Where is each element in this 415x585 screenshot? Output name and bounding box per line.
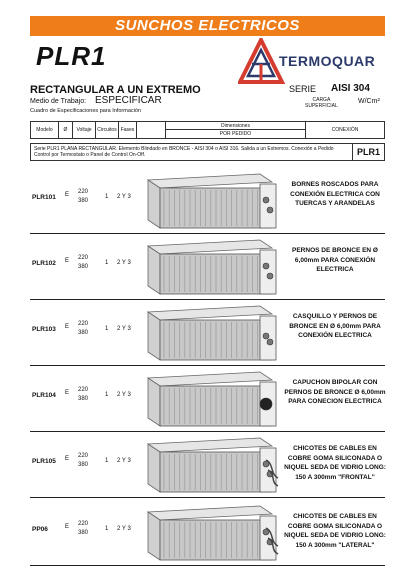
row-fases: 2 Y 3 <box>117 392 131 398</box>
row-phase: E <box>65 390 70 396</box>
table-row <box>30 432 385 498</box>
row-connection-desc: CAPUCHON BIPOLAR CON PERNOS DE BRONCE Ø 6,00mm PARA CONECION ELECTRICA <box>284 379 386 405</box>
row-voltage-220: 220 <box>78 521 89 527</box>
row-voltage-220: 220 <box>78 321 89 327</box>
carga-unit: W/Cm² <box>358 98 380 105</box>
row-voltage-220: 220 <box>78 453 89 459</box>
table-row <box>30 500 385 566</box>
row-voltage-380: 380 <box>78 462 89 468</box>
heater-image <box>140 236 280 296</box>
heater-image <box>140 170 280 230</box>
row-phase: E <box>65 524 70 530</box>
cuadro-note: Cuadro de Especificaciones para Información <box>30 108 141 114</box>
row-fases: 2 Y 3 <box>117 194 131 200</box>
serie-value: AISI 304 <box>331 83 370 94</box>
row-code: PP06 <box>32 526 48 533</box>
row-connection-desc: PERNOS DE BRONCE EN Ø 6,00mm PARA CONEXIÓN ELECTRICA <box>292 247 378 273</box>
row-code: PLR102 <box>32 260 56 267</box>
row-voltage-380: 380 <box>78 330 89 336</box>
row-voltage <box>78 452 88 470</box>
row-circuits: 1 <box>105 392 109 398</box>
col-modelo: Modelo <box>31 122 59 138</box>
table-row <box>30 366 385 432</box>
subtitle: RECTANGULAR A UN EXTREMO <box>30 84 201 96</box>
row-connection-desc: CHICOTES DE CABLES EN COBRE GOMA SILICONADA O NIQUEL SEDA DE VIDRIO LONG: 150 A 300mm "FRONTAL" <box>284 445 386 481</box>
spec-table-header <box>30 121 385 139</box>
col-circuitos: Circuitos <box>96 122 119 138</box>
table-row <box>30 300 385 366</box>
row-connection-desc: BORNES ROSCADOS PARA CONEXIÓN ELECTRICA CON TUERCAS Y ARANDELAS <box>290 181 380 207</box>
series-description <box>30 143 385 161</box>
col-por-pedido: POR PEDIDO <box>219 131 252 137</box>
row-voltage-380: 380 <box>78 396 89 402</box>
row-code: PLR101 <box>32 194 56 201</box>
model-title: PLR1 <box>36 41 107 71</box>
row-voltage-380: 380 <box>78 264 89 270</box>
row-voltage <box>78 254 88 272</box>
row-voltage <box>78 188 88 206</box>
row-phase: E <box>65 192 70 198</box>
heater-image <box>140 434 280 494</box>
row-divider <box>30 565 385 566</box>
col-dimensiones: Dimensiones <box>166 122 305 130</box>
row-circuits: 1 <box>105 326 109 332</box>
row-voltage <box>78 386 88 404</box>
medio-label: Medio de Trabajo: <box>30 98 87 105</box>
row-phase: E <box>65 324 70 330</box>
carga-line1: CARGA <box>312 97 331 103</box>
brand-name: TERMOQUAR <box>279 53 376 69</box>
table-row <box>30 168 385 234</box>
carga-line2: SUPERFICIAL <box>305 103 338 109</box>
row-voltage <box>78 520 88 538</box>
row-circuits: 1 <box>105 458 109 464</box>
heater-image <box>140 302 280 362</box>
row-circuits: 1 <box>105 260 109 266</box>
row-circuits: 1 <box>105 194 109 200</box>
row-voltage-380: 380 <box>78 198 89 204</box>
row-fases: 2 Y 3 <box>117 326 131 332</box>
medio-value: ESPECIFICAR <box>95 95 162 106</box>
row-fases: 2 Y 3 <box>117 458 131 464</box>
row-connection-desc: CASQUILLO Y PERNOS DE BRONCE EN Ø 6,00mm PARA CONEXIÓN ELECTRICA <box>289 313 381 339</box>
row-circuits: 1 <box>105 526 109 532</box>
row-code: PLR103 <box>32 326 56 333</box>
series-code: PLR1 <box>352 144 384 160</box>
series-description-text: Serie PLR1 PLANA RECTANGULAR. Elemento Blindado en BRONCE - AISI 304 o AISI 316. Salida a un Extremos. Conexión a Pedido Control por Termostato o Panel de Control On-Off. <box>34 146 334 158</box>
row-code: PLR104 <box>32 392 56 399</box>
heater-image <box>140 502 280 562</box>
row-divider <box>30 497 385 498</box>
col-conexion: CONEXIÓN <box>305 122 384 138</box>
carga-label <box>305 97 338 109</box>
row-voltage-220: 220 <box>78 387 89 393</box>
banner-title: SUNCHOS ELECTRICOS <box>30 16 385 36</box>
heater-image <box>140 368 280 428</box>
row-voltage-220: 220 <box>78 189 89 195</box>
serie-label: SERIE <box>289 84 317 94</box>
col-fases: Fases <box>119 122 137 138</box>
row-voltage-220: 220 <box>78 255 89 261</box>
row-phase: E <box>65 258 70 264</box>
row-phase: E <box>65 456 70 462</box>
col-phi: Ø <box>59 122 73 138</box>
table-row <box>30 234 385 300</box>
row-connection-desc: CHICOTES DE CABLES EN COBRE GOMA SILICONADA O NIQUEL SEDA DE VIDRIO LONG: 150 A 300mm "LATERAL" <box>284 513 386 549</box>
col-voltaje: Voltaje <box>73 122 96 138</box>
row-fases: 2 Y 3 <box>117 526 131 532</box>
row-voltage <box>78 320 88 338</box>
col-blank <box>137 122 166 138</box>
row-code: PLR105 <box>32 458 56 465</box>
row-fases: 2 Y 3 <box>117 260 131 266</box>
row-voltage-380: 380 <box>78 530 89 536</box>
